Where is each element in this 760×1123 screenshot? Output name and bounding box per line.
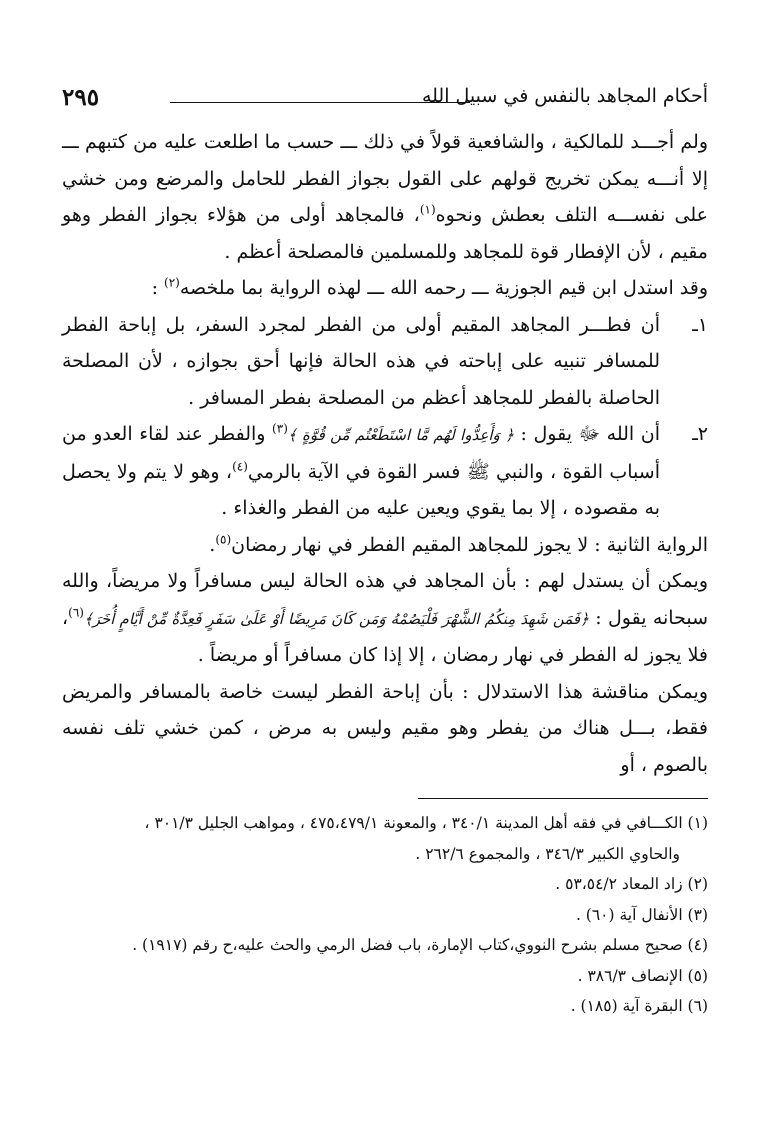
footnote-3: (٣) الأنفال آية (٦٠) . <box>575 905 708 924</box>
footnote-ref-5: (٥) <box>215 532 232 547</box>
footnote-ref-2: (٢) <box>164 275 180 290</box>
footnotes <box>56 808 708 1022</box>
footnote-1: (١) الكـــافي في فقه أهل المدينة ٣٤٠/١ ، والمعونة ٤٧٥،٤٧٩/١ ، ومواهب الجليل ٣٠١/٣ ، <box>144 814 708 832</box>
point-number: ٢ـ <box>692 423 708 445</box>
page-header <box>50 82 708 118</box>
running-title: أحكام المجاهد بالنفس في سبيل الله <box>421 85 708 107</box>
footnote-ref-1: (١) <box>419 202 436 217</box>
footnote-4: (٤) صحيح مسلم بشرح النووي،كتاب الإمارة، باب فضل الرمي والحث عليه،ح رقم (١٩١٧) . <box>132 936 708 954</box>
numbered-point-1: ١ـ أن فطـــر المجاهد المقيم أولى من الفطر لمجرد السفر، بل إباحة الفطر للمسافر تنبيه على إباحته في هذه الحالة فإنها أحق بجوازه ، لأن المصلحة الحاصلة بالفطر للمجاهد أعظم من المصلحة بفطر المسافر . <box>62 307 708 417</box>
footnote-ref-6: (٦) <box>68 605 84 620</box>
point-number: ١ـ <box>692 313 708 336</box>
footnote-ref-3: (٣) <box>272 421 288 436</box>
quran-verse: ﴿فَمَن شَهِدَ مِنكُمُ الشَّهْرَ فَلْيَصُمْهُ وَمَن كَانَ مَرِيضًا أَوْ عَلَىٰ سَفَرٍ فَعِدَّةٌ مِّنْ أَيَّامٍ أُخَرَ﴾ <box>83 609 589 628</box>
paragraph-2: وقد استدل ابن قيم الجوزية ـــ رحمه الله ـــ لهذه الرواية بما ملخصه$^{(٢)}$ : <box>151 275 708 299</box>
footnote-2: (٢) زاد المعاد ٥٣،٥٤/٢ . <box>555 875 708 893</box>
paragraph-5: ويمكن مناقشة هذا الاستدلال : بأن إباحة الفطر ليست خاصة بالمسافر والمريض فقط، بـــل هناك من يفطر وهو مقيم وليس به مرض ، كمن خشي تلف نفسه بالصوم ، أو <box>62 680 708 776</box>
footnote-separator <box>418 798 708 799</box>
numbered-point-2: ٢ـ أن الله ﷻ يقول : ﴿ وَأَعِدُّوا لَهُم مَّا اسْتَطَعْتُم مِّن قُوَّةٍ ﴾$^{(٣)}$ والفطر عند لقاء العدو من أسباب القوة ، والنبي ﷺ فسر القوة في الآية بالرمي$^{(٤)}$، وهو لا يتم ولا يحصل به مقصوده ، إلا بما يقوي ويعين عليه من الفطر والغذاء . <box>62 416 708 527</box>
quran-verse: ﴿ وَأَعِدُّوا لَهُم مَّا اسْتَطَعْتُم مِّن قُوَّةٍ ﴾ <box>287 426 514 444</box>
page-number: ٢٩٥ <box>62 84 100 111</box>
footnote-ref-4: (٤) <box>232 459 248 474</box>
paragraph-1: ولم أجـــد للمالكية ، والشافعية قولاً في ذلك ـــ حسب ما اطلعت عليه من كتبهم ـــ إلا أنـــه يمكن تخريج قولهم على القول بجواز الفطر للحامل والمرضع ومن خشي على نفســـه التلف بعطش ونحوه$^{(١)}$، فالمجاهد أولى من هؤلاء بجواز الفطر وهو مقيم ، لأن الإفطار قوة للمجاهد وللمسلمين فالمصلحة أعظم . <box>62 131 708 263</box>
footnote-6: (٦) البقرة آية (١٨٥) . <box>570 997 708 1015</box>
main-text <box>62 124 708 783</box>
paragraph-3: الرواية الثانية : لا يجوز للمجاهد المقيم الفطر في نهار رمضان$^{(٥)}$. <box>209 532 708 556</box>
footnote-1-continued: والحاوي الكبير ٣٤٦/٣ ، والمجموع ٢٦٢/٦ . <box>415 844 680 863</box>
paragraph-4: ويمكن أن يستدل لهم : بأن المجاهد في هذه الحالة ليس مسافراً ولا مريضاً، والله سبحانه يقول : ﴿فَمَن شَهِدَ مِنكُمُ الشَّهْرَ فَلْيَصُمْهُ وَمَن كَانَ مَرِيضًا أَوْ عَلَىٰ سَفَرٍ فَعِدَّةٌ مِّنْ أَيَّامٍ أُخَرَ﴾$^{(٦)}$، فلا يجوز له الفطر في نهار رمضان ، إلا إذا كان مسافراً أو مريضاً . <box>62 570 708 666</box>
footnote-5: (٥) الإنصاف ٣٨٦/٣ . <box>577 966 708 985</box>
